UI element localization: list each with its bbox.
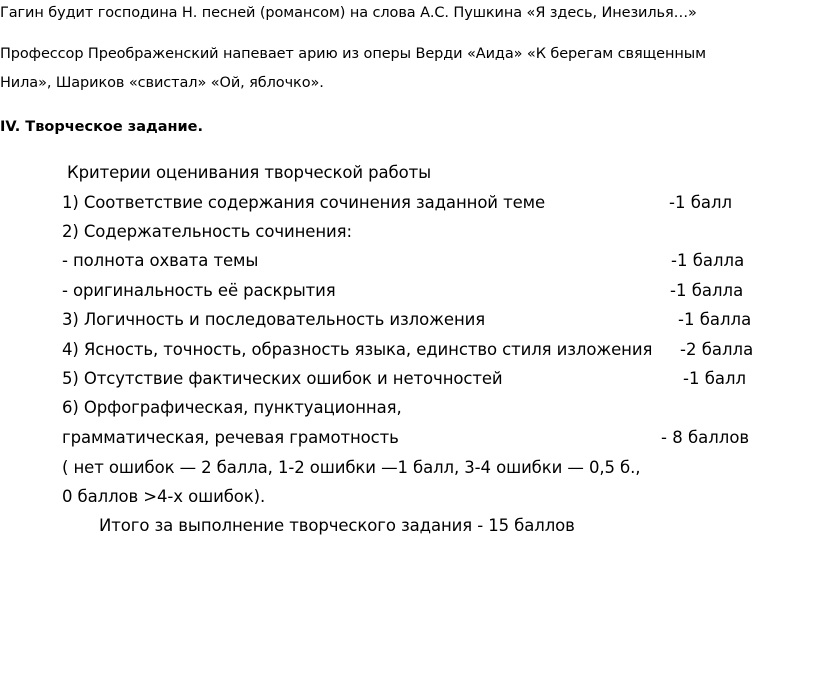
- criterion-2b-score: -1 балла: [670, 281, 744, 300]
- criterion-1-score: -1 балл: [669, 193, 733, 212]
- intro-line-1: Гагин будит господина Н. песней (романсом) на слова А.С. Пушкина «Я здесь, Инезилья…»: [0, 5, 697, 21]
- criterion-6b-score: - 8 баллов: [661, 428, 750, 447]
- intro-line-3: Нила», Шариков «свистал» «Ой, яблочко».: [0, 75, 324, 91]
- criterion-6b-text: грамматическая, речевая грамотность: [62, 428, 399, 447]
- criterion-2a-score: -1 балла: [671, 251, 745, 270]
- criterion-5-score: -1 балл: [683, 369, 747, 388]
- criterion-3-score: -1 балла: [678, 310, 752, 329]
- criterion-5-text: 5) Отсутствие фактических ошибок и неточностей: [62, 369, 503, 388]
- intro-line-2: Профессор Преображенский напевает арию из оперы Верди «Аида» «К берегам священным: [0, 46, 706, 62]
- criterion-6-text: 6) Орфографическая, пунктуационная,: [62, 398, 402, 417]
- criterion-6-detail-1: ( нет ошибок — 2 балла, 1-2 ошибки —1 балл, 3-4 ошибки — 0,5 б.,: [62, 458, 641, 477]
- criterion-2b-text: - оригинальность её раскрытия: [62, 281, 336, 300]
- criterion-6-detail-2: 0 баллов >4-х ошибок).: [62, 487, 266, 506]
- section-heading: IV. Творческое задание.: [0, 119, 204, 135]
- criterion-4-text: 4) Ясность, точность, образность языка, единство стиля изложения: [62, 340, 653, 359]
- criterion-4-score: -2 балла: [680, 340, 754, 359]
- criterion-2-text: 2) Содержательность сочинения:: [62, 222, 352, 241]
- criteria-title: Критерии оценивания творческой работы: [67, 163, 432, 182]
- criterion-3-text: 3) Логичность и последовательность изложения: [62, 310, 486, 329]
- criteria-total: Итого за выполнение творческого задания - 15 баллов: [99, 516, 575, 535]
- criterion-2a-text: - полнота охвата темы: [62, 251, 259, 270]
- criterion-1-text: 1) Соответствие содержания сочинения заданной теме: [62, 193, 546, 212]
